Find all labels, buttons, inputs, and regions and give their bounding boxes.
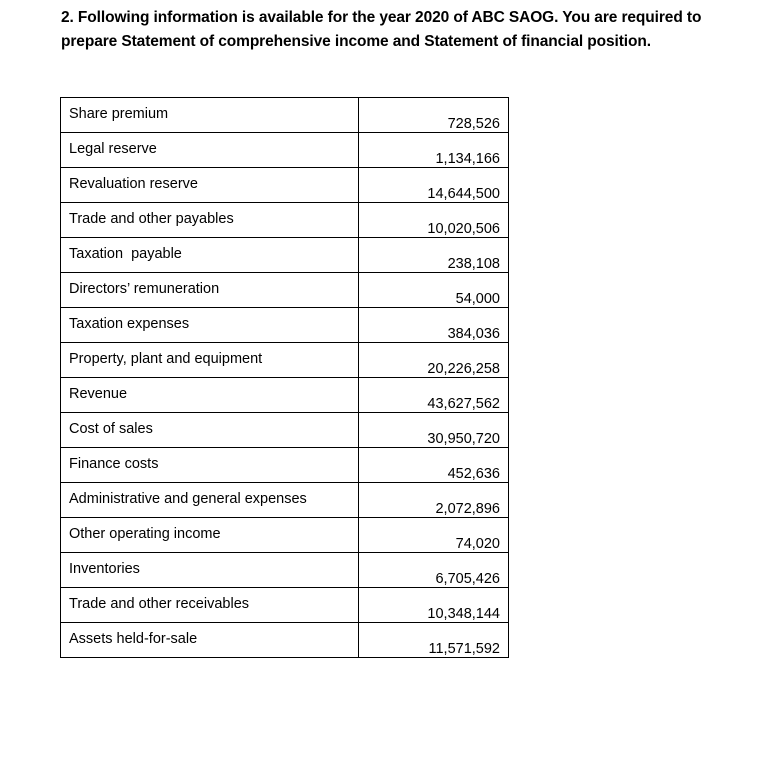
item-value: 10,348,144 (427, 606, 500, 622)
item-label: Revaluation reserve (69, 176, 198, 192)
item-value-cell (359, 308, 509, 343)
item-label: Legal reserve (69, 141, 157, 157)
item-label-cell (61, 238, 359, 273)
table-row (61, 133, 509, 168)
item-label-cell (61, 273, 359, 308)
item-value: 452,636 (447, 466, 500, 482)
item-label: Trade and other payables (69, 211, 234, 227)
item-label-cell (61, 518, 359, 553)
table-row (61, 98, 509, 133)
item-label: Administrative and general expenses (69, 491, 307, 507)
item-label-cell (61, 98, 359, 133)
question-line-2: prepare Statement of comprehensive income and Statement of financial position. (61, 33, 651, 50)
item-label-cell (61, 413, 359, 448)
item-label: Share premium (69, 106, 169, 122)
item-value: 43,627,562 (427, 396, 500, 412)
item-value-cell (359, 588, 509, 623)
item-value-cell (359, 273, 509, 308)
financial-data-table (60, 97, 509, 658)
item-label-cell (61, 483, 359, 518)
item-label-cell (61, 343, 359, 378)
table-body (61, 98, 509, 658)
item-label: Taxation expenses (69, 316, 190, 332)
table-row (61, 483, 509, 518)
table-row (61, 238, 509, 273)
item-label: Assets held-for-sale (69, 631, 198, 647)
item-value: 238,108 (447, 256, 500, 272)
item-label: Inventories (69, 561, 140, 577)
item-value: 384,036 (447, 326, 500, 342)
item-value-cell (359, 448, 509, 483)
item-label-cell (61, 378, 359, 413)
item-label: Trade and other receivables (69, 596, 250, 612)
item-value: 10,020,506 (427, 221, 500, 237)
table-row (61, 518, 509, 553)
item-label-cell (61, 168, 359, 203)
item-value: 54,000 (455, 291, 500, 307)
item-label-cell (61, 133, 359, 168)
question-line-1: 2. Following information is available for the year 2020 of ABC SAOG. You are required to (61, 9, 702, 26)
item-value: 20,226,258 (427, 361, 500, 377)
item-label-cell (61, 308, 359, 343)
item-value: 74,020 (455, 536, 500, 552)
item-value-cell (359, 553, 509, 588)
item-value-cell (359, 133, 509, 168)
table-row (61, 168, 509, 203)
table-row (61, 413, 509, 448)
item-label: Other operating income (69, 526, 221, 542)
item-label: Directors’ remuneration (69, 281, 220, 297)
item-label: Finance costs (69, 456, 159, 472)
item-value: 6,705,426 (435, 571, 500, 587)
table-row (61, 588, 509, 623)
item-value-cell (359, 203, 509, 238)
table-row (61, 378, 509, 413)
item-value-cell (359, 168, 509, 203)
item-label: Property, plant and equipment (69, 351, 263, 367)
item-label: Revenue (69, 386, 128, 402)
item-label-cell (61, 623, 359, 658)
item-value-cell (359, 378, 509, 413)
item-value: 1,134,166 (435, 151, 500, 167)
item-label-cell (61, 588, 359, 623)
item-value-cell (359, 413, 509, 448)
item-value-cell (359, 483, 509, 518)
table-row (61, 448, 509, 483)
item-label: Cost of sales (69, 421, 153, 437)
table-row (61, 553, 509, 588)
item-value: 14,644,500 (427, 186, 500, 202)
table-row (61, 623, 509, 658)
table-row (61, 343, 509, 378)
table-row (61, 308, 509, 343)
item-label-cell (61, 203, 359, 238)
table-row (61, 203, 509, 238)
item-value-cell (359, 238, 509, 273)
item-value-cell (359, 518, 509, 553)
item-value: 2,072,896 (435, 501, 500, 517)
question-text (61, 6, 751, 54)
item-label-cell (61, 448, 359, 483)
item-value-cell (359, 98, 509, 133)
item-label: Taxation payable (69, 246, 182, 262)
item-label-cell (61, 553, 359, 588)
item-value: 30,950,720 (427, 431, 500, 447)
item-value-cell (359, 343, 509, 378)
item-value-cell (359, 623, 509, 658)
table-row (61, 273, 509, 308)
item-value: 11,571,592 (428, 641, 500, 657)
item-value: 728,526 (447, 116, 500, 132)
